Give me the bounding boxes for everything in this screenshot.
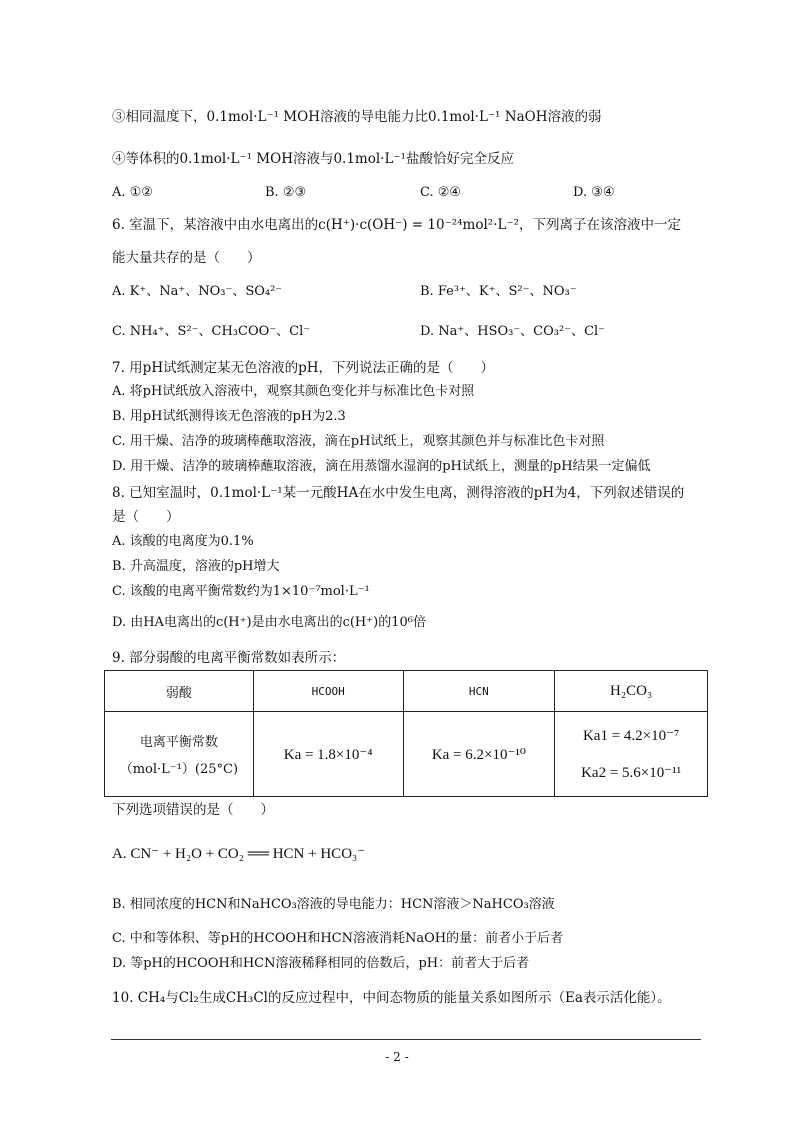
row-label: 电离平衡常数 — [139, 735, 218, 750]
q9-option-d: D. 等pH的HCOOH和HCN溶液稀释相同的倍数后，pH：前者大于后者 — [112, 956, 530, 971]
row-label-cell — [105, 712, 254, 797]
q6-option-d: D. Na⁺、HSO₃⁻、CO₃²⁻、Cl⁻ — [420, 324, 606, 339]
q9-option-c: C. 中和等体积、等pH的HCOOH和HCN溶液消耗NaOH的量：前者小于后者 — [112, 931, 564, 946]
page-number: - 2 - — [385, 1050, 409, 1064]
row-unit: （mol·L⁻¹）(25°C) — [119, 762, 239, 777]
q5-option-b: B. ②③ — [265, 185, 307, 200]
q6-option-c: C. NH₄⁺、S²⁻、CH₃COO⁻、Cl⁻ — [112, 324, 311, 339]
ka1-h2co3: Ka1 = 4.2×10⁻⁷ — [582, 728, 680, 744]
q5-item-3: ③相同温度下，0.1mol·L⁻¹ MOH溶液的导电能力比0.1mol·L⁻¹ NaOH溶液的弱 — [112, 109, 602, 125]
q7-stem: 7. 用pH试纸测定某无色溶液的pH，下列说法正确的是（ ） — [112, 360, 495, 376]
q9-prompt: 下列选项错误的是（ ） — [112, 802, 274, 818]
q8-option-b: B. 升高温度，溶液的pH增大 — [112, 559, 280, 574]
acid-constant-table — [104, 670, 708, 797]
q5-option-d: D. ③④ — [573, 185, 615, 200]
q7-option-a: A. 将pH试纸放入溶液中，观察其颜色变化并与标准比色卡对照 — [112, 384, 475, 399]
q5-option-a: A. ①② — [112, 185, 153, 200]
q8-stem: 8. 已知室温时，0.1mol·L⁻¹某一元酸HA在水中发生电离，测得溶液的pH为4，下列叙述错误的 — [112, 485, 685, 501]
q10-stem: 10. CH₄与Cl₂生成CH₃Cl的反应过程中，中间态物质的能量关系如图所示（Ea表示活化能）。 — [112, 990, 671, 1006]
q6-option-a: A. K⁺、Na⁺、NO₃⁻、SO₄²⁻ — [112, 284, 283, 299]
q6-option-b: B. Fe³⁺、K⁺、S²⁻、NO₃⁻ — [420, 284, 577, 299]
q7-option-c: C. 用干燥、洁净的玻璃棒蘸取溶液，滴在pH试纸上，观察其颜色并与标准比色卡对照 — [112, 434, 605, 449]
q6-stem-cont: 能大量共存的是（ ） — [112, 250, 261, 266]
ka-hcn: Ka = 6.2×10⁻¹⁰ — [403, 712, 555, 797]
footer-rule — [111, 1039, 701, 1040]
q8-option-c: C. 该酸的电离平衡常数约为1×10⁻⁷mol·L⁻¹ — [112, 584, 370, 599]
q9-option-a: A. CN⁻ + H₂O + CO₂ ══ HCN + HCO₃⁻ — [112, 846, 366, 862]
header-hcn: HCN — [403, 671, 555, 712]
ka-hcooh: Ka = 1.8×10⁻⁴ — [253, 712, 403, 797]
q8-option-d: D. 由HA电离出的c(H⁺)是由水电离出的c(H⁺)的10⁶倍 — [112, 615, 426, 630]
q6-stem: 6. 室温下，某溶液中由水电离出的c(H⁺)·c(OH⁻) = 10⁻²⁴mol²·L⁻²，下列离子在该溶液中一定 — [112, 217, 681, 233]
ka-h2co3-cell — [555, 712, 708, 797]
q7-option-d: D. 用干燥、洁净的玻璃棒蘸取溶液，滴在用蒸馏水湿润的pH试纸上，测量的pH结果一定偏低 — [112, 459, 651, 474]
q9-option-b: B. 相同浓度的HCN和NaHCO₃溶液的导电能力：HCN溶液＞NaHCO₃溶液 — [112, 897, 555, 912]
q7-option-b: B. 用pH试纸测得该无色溶液的pH为2.3 — [112, 409, 346, 424]
q8-option-a: A. 该酸的电离度为0.1% — [112, 534, 254, 549]
q8-stem-cont: 是（ ） — [112, 509, 180, 525]
header-h2co3: H₂CO₃ — [555, 671, 708, 712]
q9-stem: 9. 部分弱酸的电离平衡常数如表所示： — [112, 650, 346, 666]
q5-item-4: ④等体积的0.1mol·L⁻¹ MOH溶液与0.1mol·L⁻¹盐酸恰好完全反应 — [112, 151, 514, 167]
q5-option-c: C. ②④ — [420, 185, 462, 200]
header-weak-acid: 弱酸 — [105, 671, 254, 712]
header-hcooh: HCOOH — [253, 671, 403, 712]
ka2-h2co3: Ka2 = 5.6×10⁻¹¹ — [581, 765, 682, 781]
